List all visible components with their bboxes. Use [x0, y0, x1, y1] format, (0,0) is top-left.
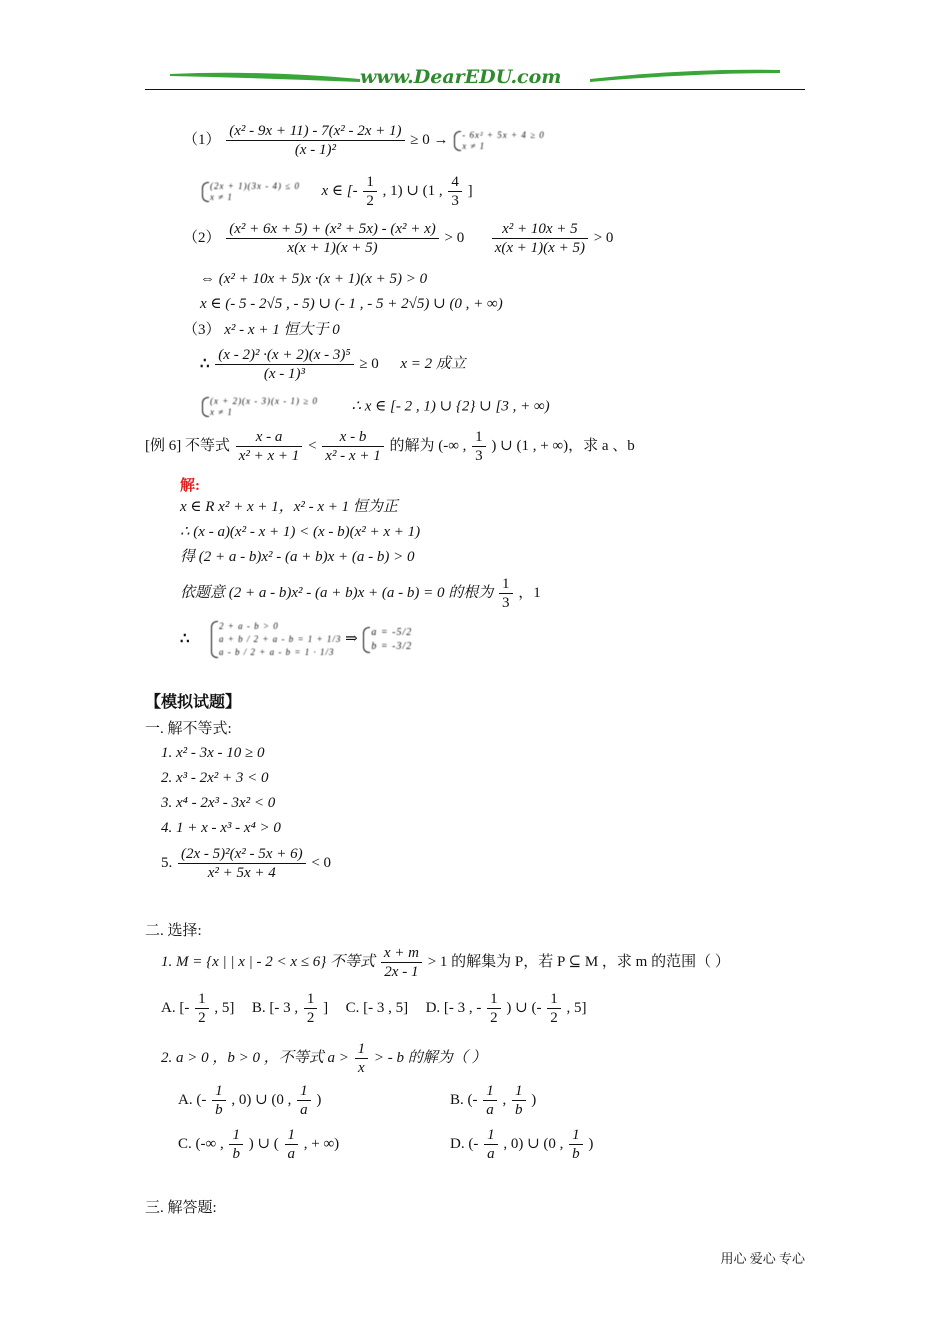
part1-title: 一. 解不等式:	[145, 721, 232, 737]
question-4: 4. 1 + x - x³ - x⁴ > 0	[161, 820, 281, 836]
item3-fraction-line: ∴ $\frac{\text{(x - 2)² ·(x + 2)(x - 3)⁵}}{\text{(x - 1)³}}$ ≥ 0 x = 2 成立	[200, 347, 466, 382]
question-5: 5. $\frac{\text{(2x - 5)²(x² - 5x + 6)}}{\text{x² + 5x + 4}}$ < 0	[161, 846, 332, 881]
item1b-system: (2x + 1)(3x - 4) ≤ 0 x ≠ 1	[200, 181, 300, 203]
example-item-2: （2） $\frac{\text{(x² + 6x + 5) + (x² + 5x) - (x² + x)}}{x(x + 1)(x + 5)}$ > 0 $\frac{\text{x² + 10x + 5}}{x(x + 1)(x + 5)}$ > 0	[183, 221, 614, 256]
solution-step-2: ∴ (x - a)(x² - x + 1) < (x - b)(x² + x + 1)	[180, 524, 421, 540]
option-2a: A. (- $\frac{1}{b}$ , 0) ∪ (0 , $\frac{1}{a}$ )	[178, 1083, 322, 1118]
question-3: 3. x⁴ - 2x³ - 3x² < 0	[161, 795, 276, 811]
item1-relation: ≥ 0 →	[410, 131, 449, 148]
part3-title: 三. 解答题:	[145, 1200, 217, 1216]
option-1c: C. [- 3 , 5]	[345, 999, 409, 1016]
choice-question-1: 1. M = {x | | x | - 2 < x ≤ 6} 不等式 $\frac{x + m}{2x - 1}$ > 1 的解集为 P，若 P ⊆ M ，求 m 的范围（ ）	[161, 945, 730, 980]
option-2b: B. (- $\frac{1}{a}$ , $\frac{1}{b}$ )	[450, 1083, 537, 1118]
question-1: 1. x² - 3x - 10 ≥ 0	[161, 745, 265, 761]
item2-line2: ⇔ (x² + 10x + 5)x ·(x + 1)(x + 5) > 0	[200, 271, 428, 287]
item1-label: （1）	[183, 131, 221, 148]
choice-1-options	[161, 990, 586, 1027]
choice-question-2: 2. a > 0 ，b > 0 ，不等式 a > $\frac{1}{x}$ > - b 的解为（ ）	[161, 1041, 487, 1076]
option-1a: A. [- $\frac{1}{2}$ , 5]	[161, 991, 235, 1026]
example-item-1	[183, 122, 545, 159]
solution-label: 解:	[180, 478, 200, 494]
question-2: 2. x³ - 2x² + 3 < 0	[161, 770, 269, 786]
example-item-3: （3） x² - x + 1 恒大于 0	[183, 322, 340, 338]
item3-system-line: (x + 2)(x - 3)(x - 1) ≥ 0 x ≠ 1 ∴ x ∈ [- 2 , 1) ∪ {2} ∪ [3 , + ∞)	[200, 396, 550, 418]
solution-step-4: 依题意 (2 + a - b)x² - (a + b)x + (a - b) = 0 的根为 $\frac{1}{3}$ ，1	[180, 576, 541, 611]
header-banner	[170, 64, 780, 90]
page-footer: 用心 爱心 专心	[720, 1251, 805, 1266]
mock-test-title: 【模拟试题】	[145, 694, 242, 711]
solution-step-5: ∴ 2 + a - b > 0 a + b / 2 + a - b = 1 + 1/3 a - b / 2 + a - b = 1 · 1/3 ⇒ a = -5/2 b = -3/2	[180, 621, 413, 657]
option-2d: D. (- $\frac{1}{a}$ , 0) ∪ (0 , $\frac{1}{b}$ )	[450, 1127, 594, 1162]
item1-fraction: $\frac{\text{(x² - 9x + 11) - 7(x² - 2x + 1)}}{\text{(x - 1)²}}$	[226, 122, 404, 159]
part2-title: 二. 选择:	[145, 923, 202, 939]
option-1d: D. [- 3 , - $\frac{1}{2}$ ) ∪ (- $\frac{1}{2}$ , 5]	[425, 991, 587, 1026]
solution-step-3: 得 (2 + a - b)x² - (a + b)x + (a - b) > 0	[180, 549, 415, 565]
option-2c: C. (-∞ , $\frac{1}{b}$ ) ∪ ( $\frac{1}{a}$ , + ∞)	[178, 1127, 340, 1162]
site-logo: www.DearEDU.com	[360, 66, 562, 88]
header-rule	[145, 89, 805, 90]
item1-system: - 6x² + 5x + 4 ≥ 0 x ≠ 1	[452, 130, 545, 152]
item2-line3: x ∈ (- 5 - 2√5 , - 5) ∪ (- 1 , - 5 + 2√5) ∪ (0 , + ∞)	[200, 296, 503, 312]
example-item-1b: (2x + 1)(3x - 4) ≤ 0 x ≠ 1 x ∈ [- $\frac{1}{2}$ , 1) ∪ (1 , $\frac{4}{3}$ ]	[200, 173, 473, 210]
option-1b: B. [- 3 , $\frac{1}{2}$ ]	[251, 991, 329, 1026]
solution-step-1: x ∈ R x² + x + 1，x² - x + 1 恒为正	[180, 499, 398, 515]
example6-statement: [例 6] 不等式 $\frac{x - a}{\text{x² + x + 1}}$ < $\frac{x - b}{\text{x² - x + 1}}$ 的解为 (-∞ , $\frac{1}{3}$ ) ∪ (1 , + ∞)，求 a 、b	[145, 429, 635, 464]
